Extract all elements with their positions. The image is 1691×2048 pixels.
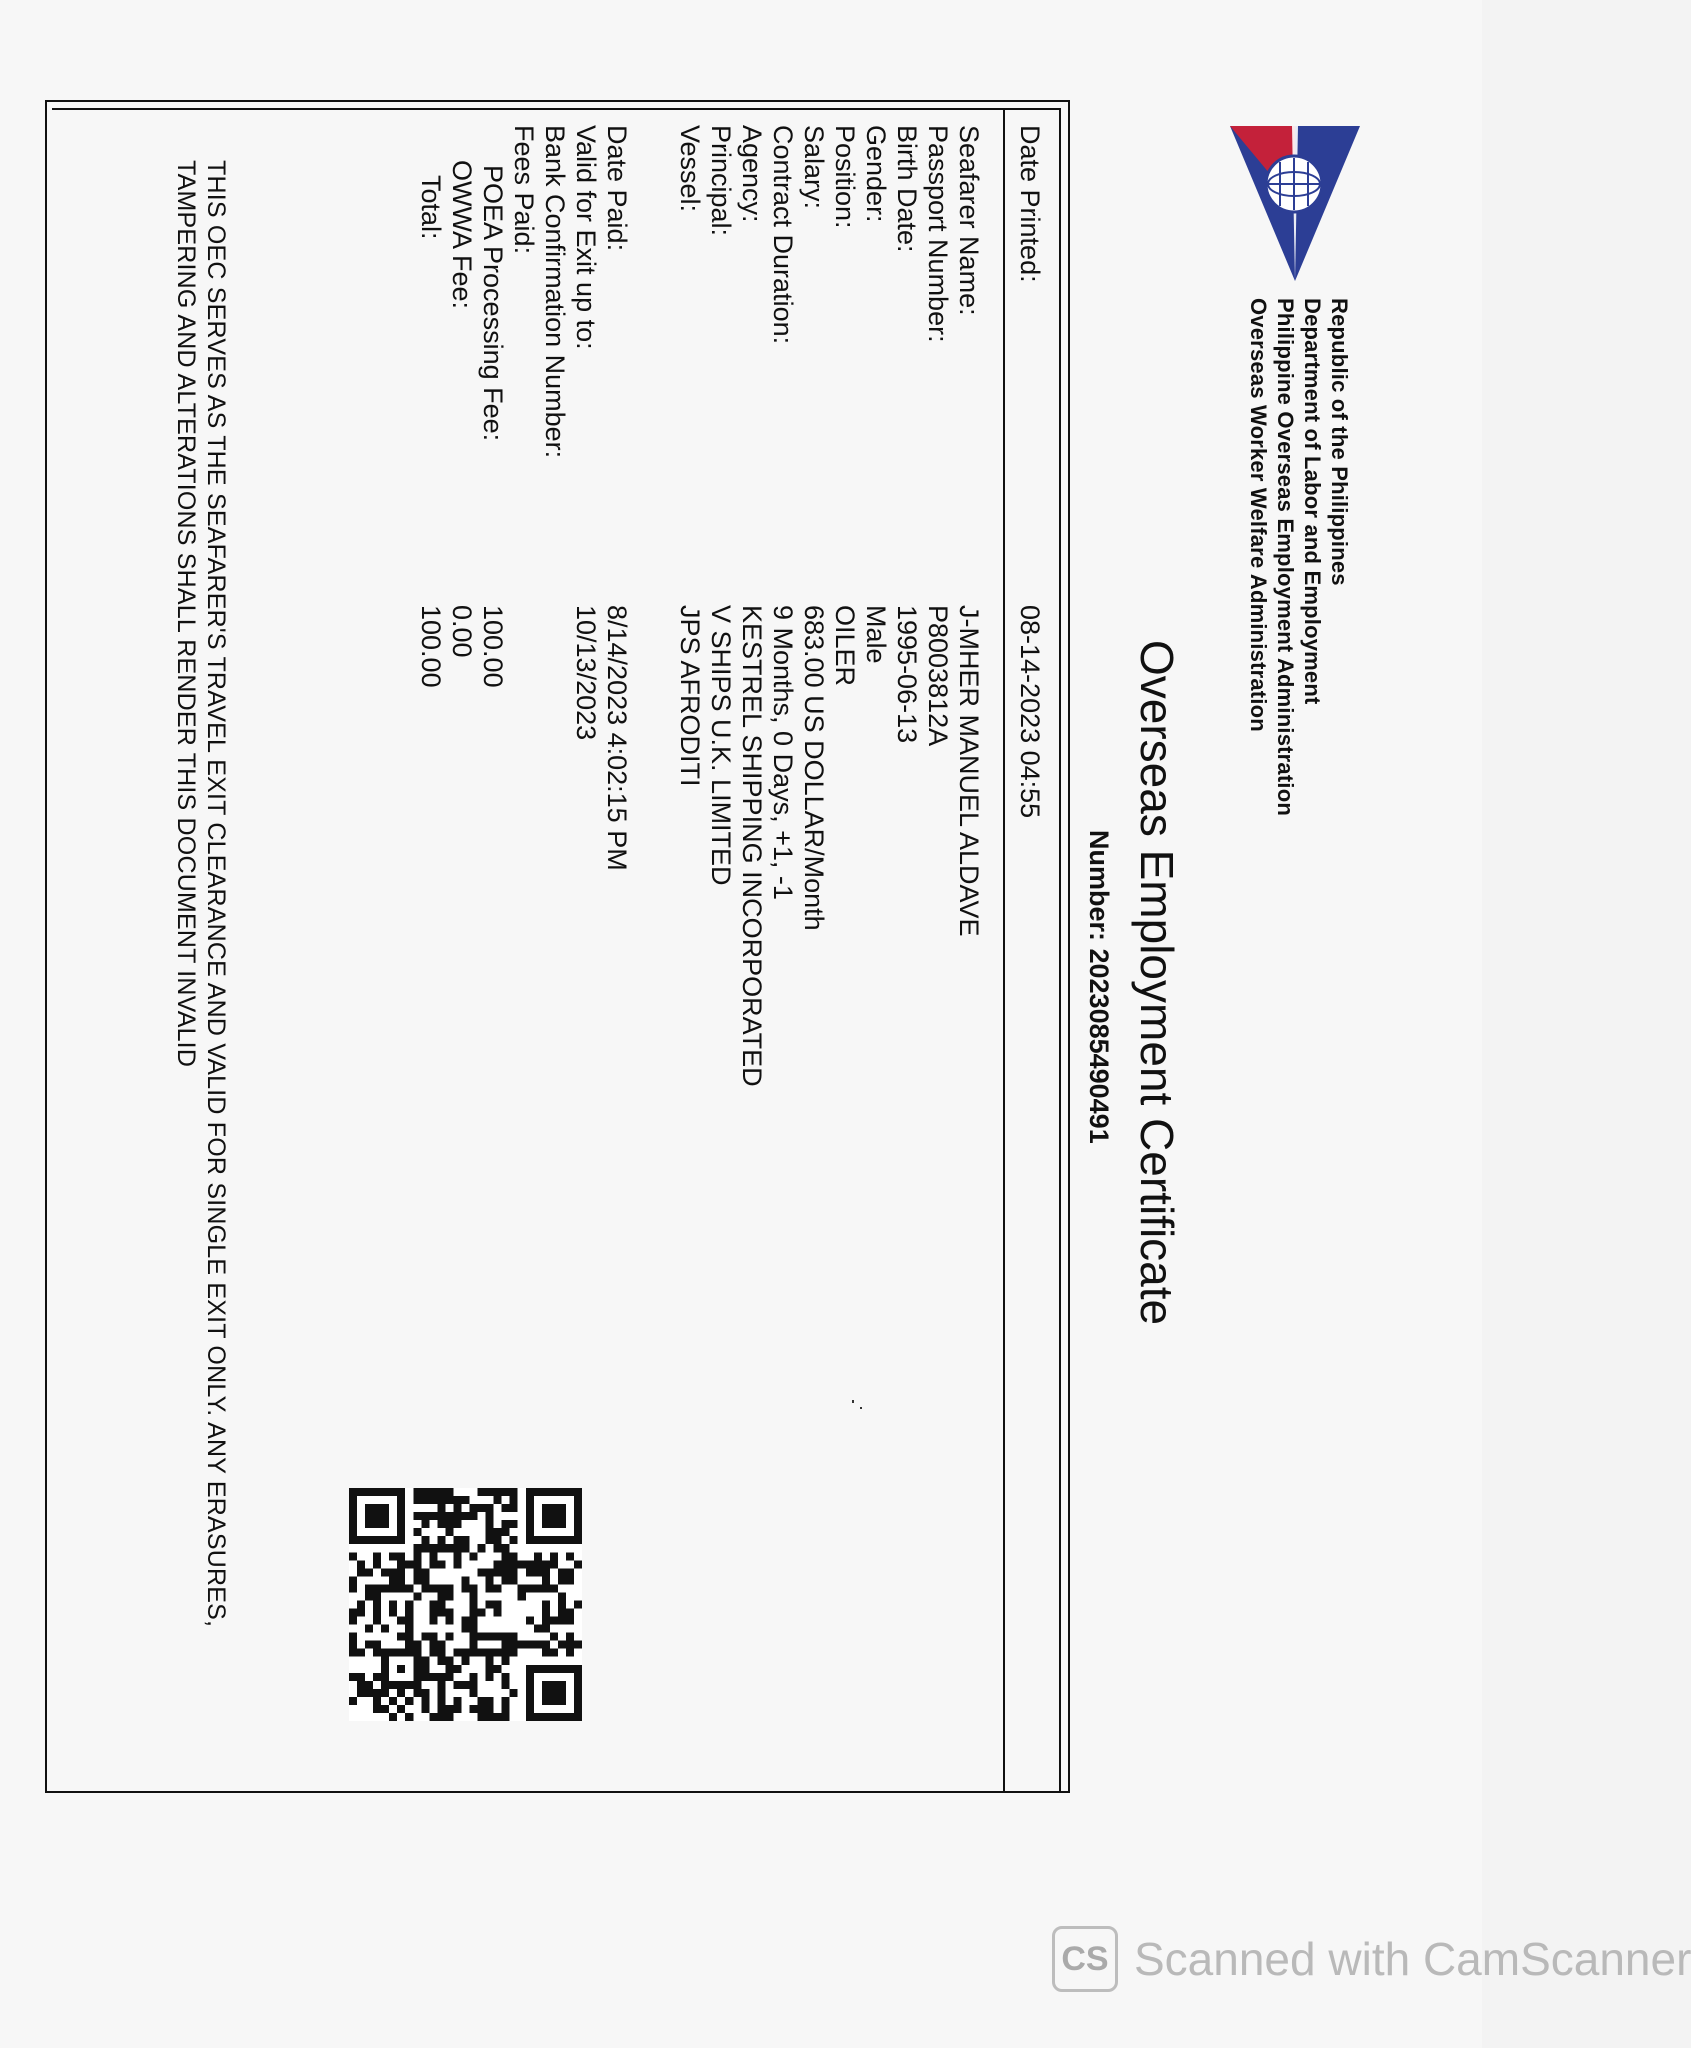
field-label: Salary: [799, 125, 829, 210]
scan-speck [860, 1407, 862, 1409]
date-printed-label: Date Printed: [1015, 125, 1045, 283]
agency-value: KESTREL SHIPPING INCORPORATED [737, 605, 767, 1087]
camscanner-text: Scanned with CamScanner [1134, 1933, 1691, 1985]
passport-number-value: P8003812A [923, 605, 953, 747]
total-fee-value: 100.00 [416, 605, 446, 688]
field-label: Contract Duration: [768, 125, 798, 345]
field-label: Vessel: [675, 125, 705, 213]
agency-line-dole: Department of Labor and Employment [1300, 298, 1325, 705]
header-divider [1003, 108, 1005, 1791]
seafarer-name-value: J-MHER MANUEL ALDAVE [954, 605, 984, 937]
footer-disclaimer-line-2: TAMPERING AND ALTERATIONS SHALL RENDER THIS DOCUMENT INVALID [172, 160, 200, 1068]
fee-label: Total: [416, 175, 446, 240]
payment-label: Bank Confirmation Number: [540, 125, 570, 459]
payment-label: Fees Paid: [509, 125, 539, 255]
certificate-number: Number: 20230854904​91 [1084, 830, 1114, 1144]
agency-line-republic: Republic of the Philippines [1327, 298, 1352, 586]
poea-logo [1230, 126, 1360, 281]
birth-date-value: 1995-06-13 [892, 605, 922, 744]
scan-speck [852, 1400, 854, 1403]
field-label: Seafarer Name: [954, 125, 984, 316]
gender-value: Male [861, 605, 891, 664]
certificate-title: Overseas Employment Certificate [1131, 640, 1183, 1326]
contract-duration-value: 9 Months, 0 Days, +1, -1 [768, 605, 798, 900]
payment-label: Date Paid: [602, 125, 632, 252]
footer-disclaimer-line-1: THIS OEC SERVES AS THE SEAFARER'S TRAVEL EXIT CLEARANCE AND VALID FOR SINGLE EXIT ONLY. ANY ERASURES, [202, 160, 230, 1628]
owwa-fee-value: 0.00 [447, 605, 477, 658]
field-label: Passport Number: [923, 125, 953, 343]
agency-line-owwa: Overseas Worker Welfare Administration [1246, 298, 1271, 732]
date-paid-value: 8/14/2023 4:02:15 PM [602, 605, 632, 871]
payment-label: Valid for Exit up to: [571, 125, 601, 350]
valid-exit-value: 10/13/2023 [571, 605, 601, 741]
position-value: OILER [830, 605, 860, 687]
agency-line-poea: Philippine Overseas Employment Administration [1273, 298, 1298, 816]
poea-fee-value: 100.00 [478, 605, 508, 688]
field-label: Principal: [706, 125, 736, 237]
qr-code [349, 1488, 582, 1721]
salary-value: 683.00 US DOLLAR/Month [799, 605, 829, 931]
camscanner-logo-icon: CS [1052, 1926, 1118, 1992]
field-label: Position: [830, 125, 860, 229]
field-label: Birth Date: [892, 125, 922, 253]
field-label: Gender: [861, 125, 891, 223]
field-label: Agency: [737, 125, 767, 223]
vessel-value: JPS AFRODITI [675, 605, 705, 787]
principal-value: V SHIPS U.K. LIMITED [706, 605, 736, 886]
fee-label: POEA Processing Fee: [478, 165, 508, 442]
fee-label: OWWA Fee: [447, 160, 477, 310]
date-printed-value: 08-14-2023 04:55 [1015, 605, 1045, 819]
